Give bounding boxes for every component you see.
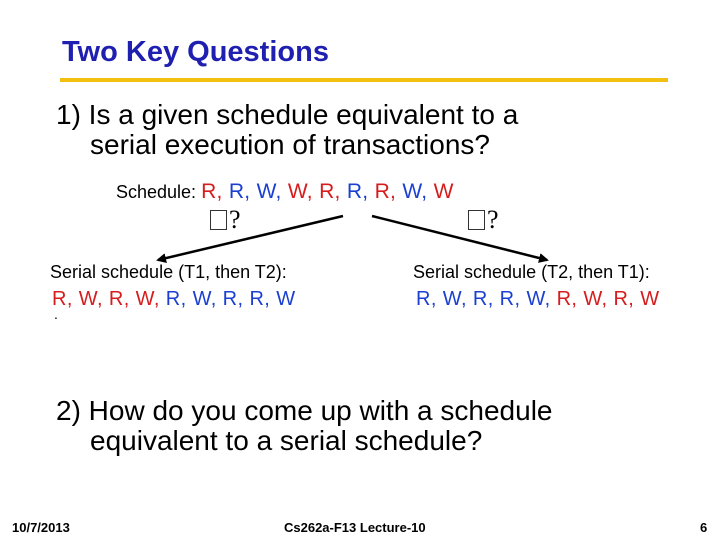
- operation-token: W,: [402, 180, 428, 203]
- footer-course: Cs262a-F13 Lecture-10: [284, 520, 426, 535]
- question-2-line-2: equivalent to a serial schedule?: [90, 425, 483, 456]
- operation-token: R,: [222, 288, 244, 310]
- stray-dot: .: [54, 306, 58, 322]
- operation-token: R,: [201, 180, 223, 203]
- schedule-label: Schedule:: [116, 182, 197, 202]
- serial-schedule-left-heading: Serial schedule (T1, then T2):: [50, 262, 287, 282]
- question-1-line-1: 1) Is a given schedule equivalent to a: [56, 99, 519, 130]
- operation-token: W,: [192, 288, 217, 310]
- operation-token: R,: [499, 288, 521, 310]
- question-mark-left: ?: [210, 205, 241, 235]
- question-1-line-2: serial execution of transactions?: [90, 129, 490, 160]
- operation-token: R,: [556, 288, 578, 310]
- operation-token: R,: [52, 288, 73, 310]
- operation-token: R,: [374, 180, 397, 203]
- serial-schedule-right-ops: [416, 288, 660, 311]
- arrow-to-right-serial: [372, 216, 547, 260]
- operation-token: R,: [228, 180, 251, 203]
- operation-token: W,: [583, 288, 608, 310]
- operation-token: W: [640, 288, 660, 310]
- question-mark-right: ?: [468, 205, 499, 235]
- operation-token: R,: [472, 288, 494, 310]
- operation-token: R,: [613, 288, 635, 310]
- page-number: 6: [700, 520, 708, 535]
- operation-token: W,: [526, 288, 551, 310]
- operation-token: W: [433, 180, 454, 203]
- operation-token: W,: [78, 288, 103, 310]
- operation-token: R,: [319, 180, 341, 203]
- operation-token: R,: [346, 180, 369, 203]
- operation-token: W: [276, 288, 296, 310]
- operation-token: R,: [249, 288, 271, 310]
- slide-title: Two Key Questions: [62, 36, 329, 68]
- operation-token: W,: [135, 288, 160, 310]
- operation-token: R,: [108, 288, 130, 310]
- question-2: [56, 396, 553, 456]
- operation-token: W,: [287, 180, 313, 203]
- operation-token: R,: [416, 288, 437, 310]
- arrow-to-left-serial: [158, 216, 343, 260]
- question-2-line-1: 2) How do you come up with a schedule: [56, 395, 553, 426]
- serial-schedule-left-ops: [52, 288, 296, 311]
- serial-schedule-right-heading: Serial schedule (T2, then T1):: [413, 262, 650, 282]
- footer-date: 10/7/2013: [12, 520, 70, 535]
- operation-token: W,: [256, 180, 282, 203]
- operation-token: R,: [165, 288, 187, 310]
- operation-token: W,: [442, 288, 467, 310]
